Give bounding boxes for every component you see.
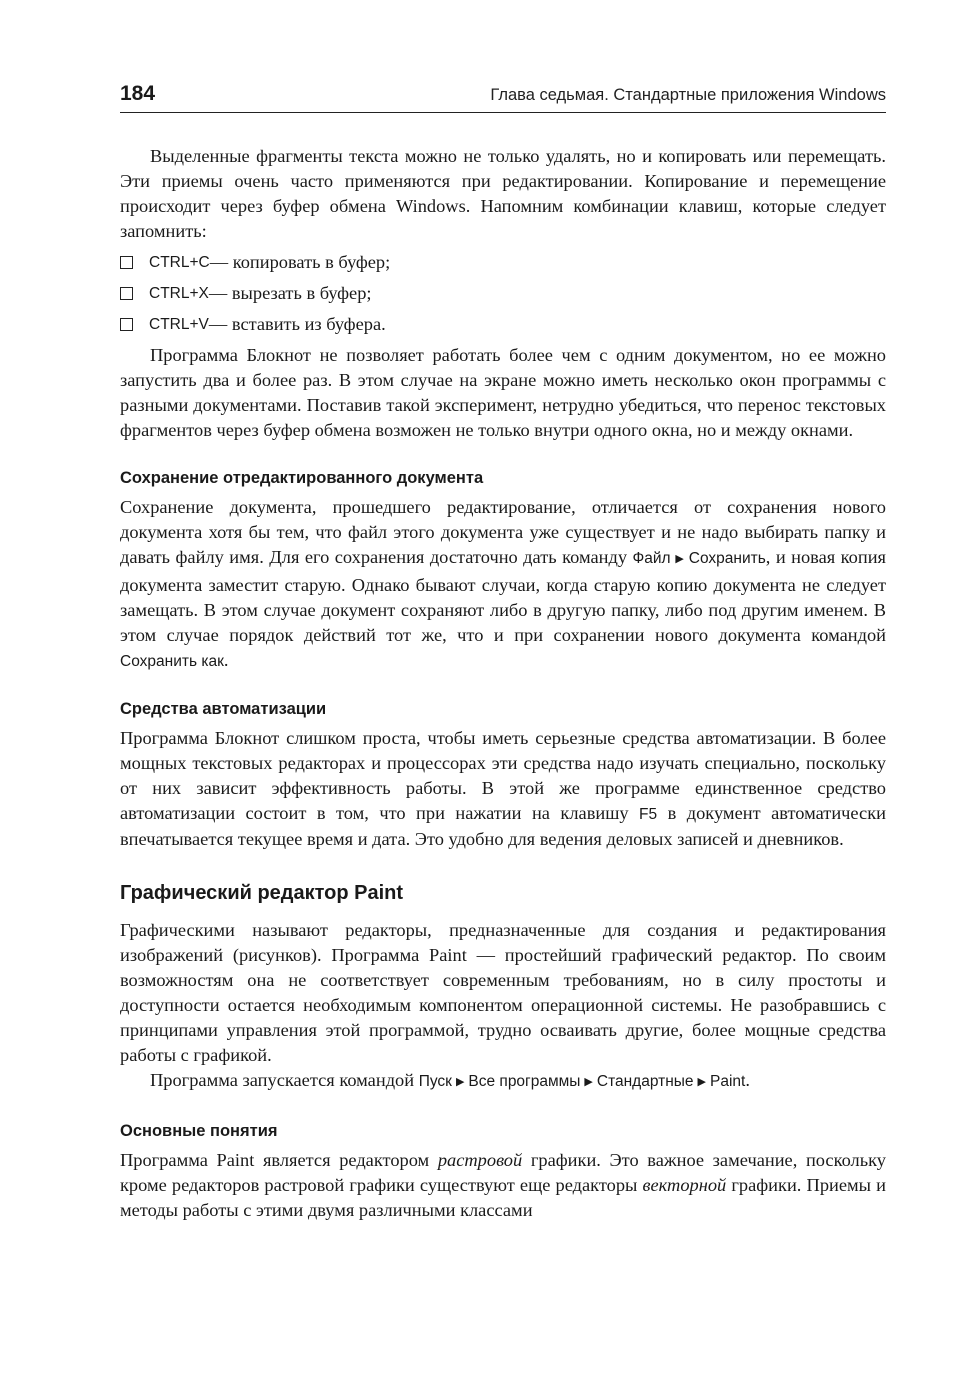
italic-raster: растровой [437, 1150, 523, 1170]
shortcut-key: CTRL+V [149, 316, 209, 333]
menu-arrow-icon: ▶ [674, 553, 685, 565]
basics-paragraph [120, 1148, 886, 1223]
shortcut-description: — вырезать в буфер; [208, 283, 372, 303]
checkbox-bullet-icon [120, 318, 133, 331]
automation-text-a: Программа Блокнот слишком проста, чтобы иметь серьезные средства автоматизации. В более мощных текстовых редакторах и процессорах эти средства надо изучать специально, поскольку от них зависит эффективность работы. В этой же программе единственное средство автоматизации состоит в том, что при нажатии на клавишу [120, 728, 886, 823]
list-item [120, 247, 886, 278]
menu-paint: Paint [710, 1073, 746, 1090]
list-item [120, 278, 886, 309]
launch-text: Программа запускается командой [150, 1070, 419, 1090]
save-text-b: , и новая копия документа заместит старую. Однако бывают случаи, когда старую копию документа не следует замещать. В этом случае документ сохраняют либо в другую папку, либо под другим именем. В этом случае порядок действий тот же, что и при сохранении нового документа командой [120, 547, 887, 645]
section-heading-paint: Графический редактор Paint [120, 882, 404, 904]
shortcut-description: — копировать в буфер; [209, 252, 391, 272]
menu-accessories: Стандартные [596, 1073, 694, 1090]
launch-end: . [745, 1070, 750, 1090]
section-heading-save: Сохранение отредактированного документа [120, 469, 484, 487]
shortcut-key: CTRL+X [149, 285, 209, 302]
checkbox-bullet-icon [120, 256, 133, 269]
paint-paragraph: Графическими называют редакторы, предназначенные для создания и редактирования изображений (рисунков). Программа Paint — простейший графический редактор. По своим возможностям она не соответствует современным требованиям, но в силу простоты и доступности остается необходимым компонентом операционной системы. Не разобравшись с принципами управления этой программой, трудно осваивать другие, более мощные средства работы с графикой. [120, 920, 886, 1065]
page-body [120, 144, 886, 1223]
basics-text-b: графики. Это важное замечание, поскольку кроме редакторов растровой графики существуют еще редакторы [120, 1150, 886, 1195]
checkbox-bullet-icon [120, 287, 133, 300]
section-heading-basics: Основные понятия [120, 1122, 278, 1140]
shortcut-description: — вставить из буфера. [208, 314, 386, 334]
key-f5: F5 [639, 806, 658, 823]
shortcut-key: CTRL+C [149, 254, 210, 271]
menu-start: Пуск [418, 1073, 452, 1090]
intro-paragraph: Выделенные фрагменты текста можно не только удалять, но и копировать или перемещать. Эти приемы очень часто применяются при редактировании. Копирование и перемещение происходит через буфер обмена Windows. Напомним комбинации клавиш, которые следует запомнить: [120, 146, 886, 241]
automation-text-b: в документ автоматически впечатывается текущее время и дата. Это удобно для ведения деловых записей и дневников. [120, 803, 886, 849]
save-text-c: . [223, 650, 229, 670]
page-number: 184 [120, 82, 156, 105]
basics-text-a: Программа Paint является редактором [120, 1150, 438, 1170]
save-text-a: Сохранение документа, прошедшего редактирование, отличается от сохранения нового документа хотя бы тем, что файл этого документа уже существует и не надо выбирать папку и давать файлу имя. Для его сохранения достаточно дать команду [120, 497, 886, 567]
italic-vector: векторной [642, 1175, 727, 1195]
menu-all-programs: Все программы [468, 1073, 581, 1090]
notepad-paragraph: Программа Блокнот не позволяет работать более чем с одним документом, но ее можно запустить два и более раз. В этом случае на экране можно иметь несколько окон программы с разными документами. Поставив такой эксперимент, нетрудно убедиться, что перенос текстовых фрагментов через буфер обмена возможен не только внутри одного окна, но и между окнами. [120, 345, 886, 440]
list-item [120, 309, 886, 340]
menu-save-as: Сохранить как [120, 653, 224, 670]
paint-launch-paragraph [120, 1068, 886, 1096]
save-paragraph [120, 495, 886, 674]
menu-save: Сохранить [688, 550, 766, 567]
shortcut-list [120, 247, 886, 340]
menu-arrow-icon: ▶ [697, 1076, 707, 1088]
menu-arrow-icon: ▶ [584, 1076, 593, 1088]
section-heading-automation: Средства автоматизации [120, 700, 327, 718]
running-header [120, 82, 886, 113]
menu-file: Файл [632, 550, 671, 567]
menu-arrow-icon: ▶ [455, 1076, 465, 1088]
basics-text-c: графики. Приемы и методы работы с этими двумя различными классами [120, 1175, 886, 1220]
running-title: Глава седьмая. Стандартные приложения Windows [490, 86, 886, 104]
automation-paragraph [120, 726, 886, 852]
